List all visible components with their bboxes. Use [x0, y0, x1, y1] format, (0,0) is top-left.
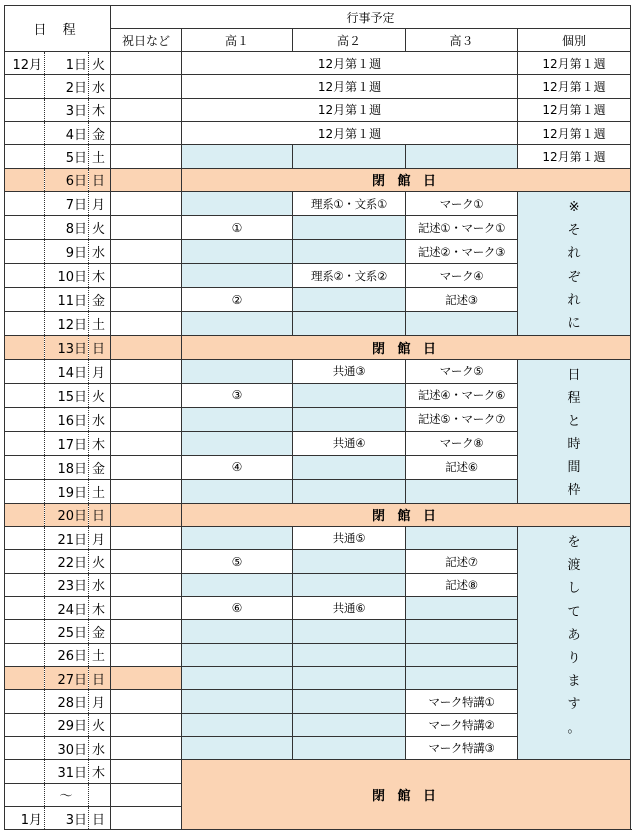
month-cell	[5, 288, 45, 312]
holiday-cell	[111, 240, 182, 264]
table-row	[5, 145, 631, 168]
holiday-cell	[111, 122, 182, 145]
grade2-cell	[293, 288, 406, 312]
grade3-cell: 記述①・マーク①	[406, 216, 518, 240]
closed-day-cell: 閉 館 日	[182, 760, 631, 830]
note-char: れ	[567, 246, 581, 262]
grade1-cell	[182, 737, 293, 760]
month-cell	[5, 479, 45, 503]
weekday-cell: 水	[89, 573, 111, 596]
grade1-cell: ②	[182, 288, 293, 312]
day-cell: 28日	[45, 690, 89, 713]
note-char: 日	[567, 367, 581, 383]
grade2-cell: 理系②・文系②	[293, 264, 406, 288]
day-cell: 9日	[45, 240, 89, 264]
holiday-cell	[111, 455, 182, 479]
schedule-table	[4, 5, 631, 830]
grade3-cell: マーク特講①	[406, 690, 518, 713]
month-cell	[5, 503, 45, 526]
day-cell: 3日	[45, 98, 89, 121]
day-cell: 1日	[45, 52, 89, 75]
grade1-cell	[182, 192, 293, 216]
grade2-cell	[293, 620, 406, 643]
month-cell	[5, 407, 45, 431]
closed-day-cell: 閉 館 日	[182, 168, 631, 191]
table-row	[5, 192, 631, 216]
note-char: そ	[567, 223, 581, 239]
tilde-cell: ～	[45, 783, 89, 806]
table-row	[5, 122, 631, 145]
day-cell: 10日	[45, 264, 89, 288]
weekday-cell: 金	[89, 455, 111, 479]
grade1-cell	[182, 690, 293, 713]
grade3-cell: 記述③	[406, 288, 518, 312]
note-char: 間	[567, 460, 581, 476]
grade3-cell: 記述②・マーク③	[406, 240, 518, 264]
holiday-cell	[111, 336, 182, 359]
grade2-cell: 共通③	[293, 359, 406, 383]
weekday-cell: 土	[89, 145, 111, 168]
day-cell: 8日	[45, 216, 89, 240]
month-cell	[5, 122, 45, 145]
grade3-cell	[406, 667, 518, 690]
holiday-cell	[111, 264, 182, 288]
holiday-cell	[111, 597, 182, 620]
day-cell: 15日	[45, 383, 89, 407]
individual-cell: 12月第１週	[518, 98, 631, 121]
day-cell: 29日	[45, 713, 89, 736]
weekday-cell: 木	[89, 760, 111, 783]
day-cell: 14日	[45, 359, 89, 383]
grade2-cell	[293, 145, 406, 168]
day-cell: 6日	[45, 168, 89, 191]
weekday-cell: 火	[89, 216, 111, 240]
weekday-cell: 水	[89, 407, 111, 431]
grade1-cell: ③	[182, 383, 293, 407]
note-char: を	[567, 535, 581, 550]
individual-note	[518, 359, 631, 503]
grade2-cell	[293, 479, 406, 503]
month-cell	[5, 359, 45, 383]
day-cell: 16日	[45, 407, 89, 431]
grade2-cell	[293, 737, 406, 760]
month-cell	[5, 713, 45, 736]
holiday-cell	[111, 760, 182, 783]
note-char: 程	[567, 390, 581, 406]
holiday-cell	[111, 383, 182, 407]
month-cell	[5, 455, 45, 479]
table-row	[5, 98, 631, 121]
day-cell: 23日	[45, 573, 89, 596]
day-cell: 24日	[45, 597, 89, 620]
grade3-cell: マーク⑤	[406, 359, 518, 383]
holiday-cell	[111, 807, 182, 830]
weekday-cell: 月	[89, 359, 111, 383]
table-row	[5, 503, 631, 526]
grade1-cell	[182, 643, 293, 666]
note-char: し	[567, 581, 581, 597]
grade1-cell	[182, 713, 293, 736]
holiday-cell	[111, 573, 182, 596]
weekday-cell: 月	[89, 690, 111, 713]
grade2-cell	[293, 407, 406, 431]
day-cell: 17日	[45, 431, 89, 455]
grade3-cell: 記述⑤・マーク⑦	[406, 407, 518, 431]
grade1-cell	[182, 264, 293, 288]
holiday-cell	[111, 288, 182, 312]
grade2-cell	[293, 690, 406, 713]
holiday-cell	[111, 52, 182, 75]
header-schedule: 日 程	[5, 6, 111, 52]
month-cell	[5, 737, 45, 760]
week1-cell: 12月第１週	[182, 122, 518, 145]
grade3-cell	[406, 527, 518, 550]
grade2-cell	[293, 667, 406, 690]
month-cell	[5, 597, 45, 620]
note-char: 。	[567, 720, 581, 736]
holiday-cell	[111, 216, 182, 240]
day-cell: 27日	[45, 667, 89, 690]
note-char: 渡	[567, 558, 581, 574]
day-cell: 30日	[45, 737, 89, 760]
individual-cell: 12月第１週	[518, 75, 631, 98]
grade1-cell: ⑤	[182, 550, 293, 573]
month-cell	[5, 240, 45, 264]
weekday-cell: 金	[89, 620, 111, 643]
note-char: ま	[567, 674, 581, 690]
note-char: 枠	[567, 483, 581, 499]
month-cell: 1月	[5, 807, 45, 830]
note-char: に	[567, 316, 581, 331]
grade3-cell	[406, 620, 518, 643]
table-row	[5, 168, 631, 191]
month-cell	[5, 168, 45, 191]
grade1-cell	[182, 431, 293, 455]
month-cell	[5, 643, 45, 666]
grade1-cell	[182, 240, 293, 264]
header-events: 行事予定	[111, 6, 631, 29]
month-cell	[5, 431, 45, 455]
day-cell: 18日	[45, 455, 89, 479]
note-char: れ	[567, 292, 581, 308]
note-char: ぞ	[567, 269, 581, 285]
grade3-cell: 記述⑦	[406, 550, 518, 573]
grade3-cell	[406, 312, 518, 336]
grade2-cell	[293, 216, 406, 240]
month-cell	[5, 667, 45, 690]
day-cell: 19日	[45, 479, 89, 503]
month-cell	[5, 550, 45, 573]
weekday-cell: 日	[89, 667, 111, 690]
grade2-cell	[293, 643, 406, 666]
weekday-cell: 火	[89, 383, 111, 407]
weekday-cell: 月	[89, 527, 111, 550]
individual-cell: 12月第１週	[518, 145, 631, 168]
grade2-cell	[293, 713, 406, 736]
weekday-cell: 水	[89, 240, 111, 264]
grade2-cell	[293, 312, 406, 336]
closed-day-cell: 閉 館 日	[182, 336, 631, 359]
day-cell: 22日	[45, 550, 89, 573]
weekday-cell: 火	[89, 550, 111, 573]
grade1-cell: ⑥	[182, 597, 293, 620]
grade3-cell	[406, 145, 518, 168]
weekday-cell: 火	[89, 52, 111, 75]
holiday-cell	[111, 737, 182, 760]
weekday-cell	[89, 783, 111, 806]
table-row	[5, 336, 631, 359]
week1-cell: 12月第１週	[182, 52, 518, 75]
grade2-cell: 理系①・文系①	[293, 192, 406, 216]
table-row	[5, 527, 631, 550]
header-holidays: 祝日など	[111, 29, 182, 52]
header-grade1: 高１	[182, 29, 293, 52]
holiday-cell	[111, 431, 182, 455]
weekday-cell: 月	[89, 192, 111, 216]
grade1-cell	[182, 527, 293, 550]
note-char: て	[567, 604, 581, 620]
grade2-cell: 共通⑤	[293, 527, 406, 550]
holiday-cell	[111, 98, 182, 121]
weekday-cell: 木	[89, 431, 111, 455]
holiday-cell	[111, 145, 182, 168]
holiday-cell	[111, 75, 182, 98]
grade3-cell: 記述④・マーク⑥	[406, 383, 518, 407]
grade3-cell: 記述⑥	[406, 455, 518, 479]
holiday-cell	[111, 359, 182, 383]
holiday-cell	[111, 713, 182, 736]
month-cell	[5, 336, 45, 359]
day-cell: 5日	[45, 145, 89, 168]
holiday-cell	[111, 312, 182, 336]
weekday-cell: 木	[89, 264, 111, 288]
closed-day-cell: 閉 館 日	[182, 503, 631, 526]
individual-cell: 12月第１週	[518, 122, 631, 145]
grade2-cell	[293, 550, 406, 573]
holiday-cell	[111, 690, 182, 713]
grade1-cell	[182, 667, 293, 690]
month-cell	[5, 264, 45, 288]
note-char: と	[567, 413, 581, 429]
holiday-cell	[111, 783, 182, 806]
grade1-cell	[182, 573, 293, 596]
grade3-cell: マーク特講②	[406, 713, 518, 736]
day-cell: 3日	[45, 807, 89, 830]
month-cell	[5, 783, 45, 806]
weekday-cell: 水	[89, 75, 111, 98]
weekday-cell: 土	[89, 643, 111, 666]
grade1-cell	[182, 620, 293, 643]
weekday-cell: 土	[89, 312, 111, 336]
grade2-cell	[293, 455, 406, 479]
grade2-cell	[293, 573, 406, 596]
grade2-cell: 共通⑥	[293, 597, 406, 620]
grade1-cell	[182, 312, 293, 336]
month-cell	[5, 98, 45, 121]
grade3-cell: マーク⑧	[406, 431, 518, 455]
table-row	[5, 359, 631, 383]
holiday-cell	[111, 643, 182, 666]
note-char: す	[567, 697, 581, 713]
grade3-cell: 記述⑧	[406, 573, 518, 596]
day-cell: 2日	[45, 75, 89, 98]
day-cell: 21日	[45, 527, 89, 550]
month-cell	[5, 216, 45, 240]
holiday-cell	[111, 168, 182, 191]
table-row	[5, 760, 631, 783]
header-grade2: 高２	[293, 29, 406, 52]
note-char: あ	[567, 627, 581, 643]
table-row	[5, 52, 631, 75]
grade2-cell	[293, 240, 406, 264]
month-cell	[5, 527, 45, 550]
day-cell: 7日	[45, 192, 89, 216]
grade1-cell	[182, 407, 293, 431]
holiday-cell	[111, 192, 182, 216]
grade3-cell	[406, 597, 518, 620]
weekday-cell: 火	[89, 713, 111, 736]
grade1-cell	[182, 359, 293, 383]
weekday-cell: 金	[89, 288, 111, 312]
grade3-cell: マーク①	[406, 192, 518, 216]
individual-cell: 12月第１週	[518, 52, 631, 75]
note-char: り	[567, 650, 581, 666]
grade1-cell	[182, 145, 293, 168]
weekday-cell: 土	[89, 479, 111, 503]
day-cell: 25日	[45, 620, 89, 643]
grade2-cell	[293, 383, 406, 407]
holiday-cell	[111, 503, 182, 526]
month-cell	[5, 312, 45, 336]
holiday-cell	[111, 527, 182, 550]
grade3-cell: マーク特講③	[406, 737, 518, 760]
grade3-cell: マーク④	[406, 264, 518, 288]
day-cell: 31日	[45, 760, 89, 783]
month-cell	[5, 145, 45, 168]
day-cell: 4日	[45, 122, 89, 145]
holiday-cell	[111, 620, 182, 643]
week1-cell: 12月第１週	[182, 98, 518, 121]
grade1-cell	[182, 479, 293, 503]
holiday-cell	[111, 550, 182, 573]
weekday-cell: 日	[89, 336, 111, 359]
week1-cell: 12月第１週	[182, 75, 518, 98]
weekday-cell: 木	[89, 597, 111, 620]
month-cell	[5, 192, 45, 216]
month-cell	[5, 573, 45, 596]
day-cell: 13日	[45, 336, 89, 359]
weekday-cell: 木	[89, 98, 111, 121]
weekday-cell: 水	[89, 737, 111, 760]
day-cell: 20日	[45, 503, 89, 526]
weekday-cell: 日	[89, 503, 111, 526]
header-grade3: 高３	[406, 29, 518, 52]
individual-note	[518, 527, 631, 760]
month-cell	[5, 620, 45, 643]
weekday-cell: 金	[89, 122, 111, 145]
note-char: 時	[567, 437, 581, 453]
month-cell	[5, 75, 45, 98]
table-row	[5, 75, 631, 98]
month-cell	[5, 690, 45, 713]
month-cell	[5, 760, 45, 783]
grade2-cell: 共通④	[293, 431, 406, 455]
grade1-cell: ④	[182, 455, 293, 479]
grade3-cell	[406, 479, 518, 503]
weekday-cell: 日	[89, 168, 111, 191]
holiday-cell	[111, 407, 182, 431]
month-cell: 12月	[5, 52, 45, 75]
day-cell: 26日	[45, 643, 89, 666]
month-cell	[5, 383, 45, 407]
day-cell: 11日	[45, 288, 89, 312]
individual-note	[518, 192, 631, 336]
grade1-cell: ①	[182, 216, 293, 240]
holiday-cell	[111, 667, 182, 690]
weekday-cell: 日	[89, 807, 111, 830]
note-char: ※	[568, 200, 580, 216]
day-cell: 12日	[45, 312, 89, 336]
holiday-cell	[111, 479, 182, 503]
header-individual: 個別	[518, 29, 631, 52]
grade3-cell	[406, 643, 518, 666]
